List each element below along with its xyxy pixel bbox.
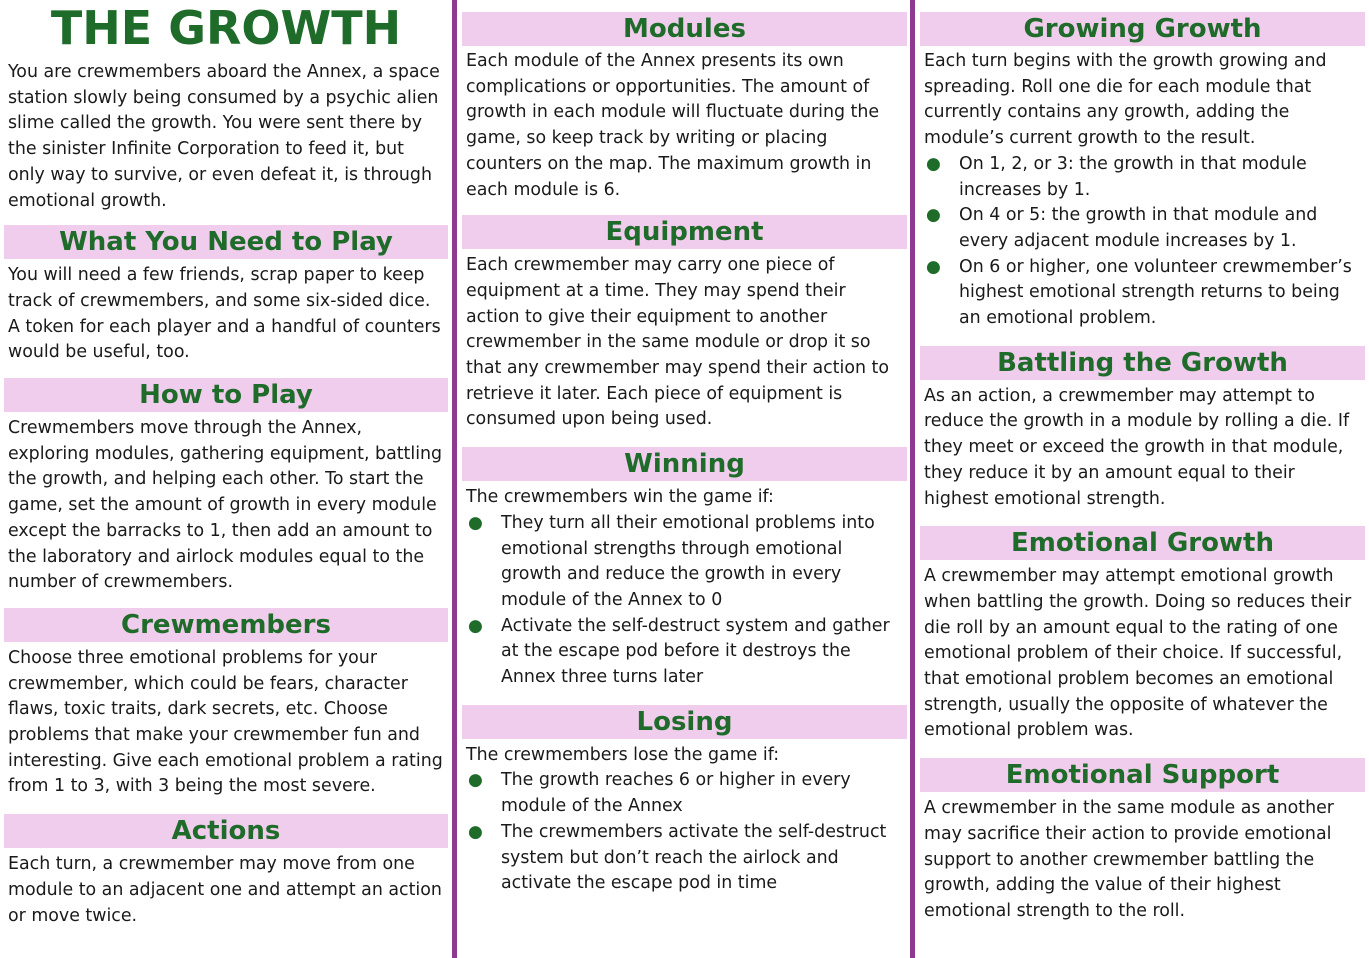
section-text-growing: Each turn begins with the growth growing and spreading. Roll one die for each module that currently contains any growth, adding the module’s current growth to the result. (924, 51, 1327, 149)
section-text-equipment: Each crewmember may carry one piece of equipment at a time. They may spend their action to give their equipment to another crewmember in the same module or drop it so that any crewmember may spend their action to retrieve it later. Each piece of equipment is consumed upon being used. (466, 255, 889, 430)
list-item: ● Activate the self-destruct system and gather at the escape pod before it destroys the Annex three turns later (468, 615, 890, 688)
list-item: ● On 6 or higher, one volunteer crewmember’s highest emotional strength returns to being an emotional problem. (926, 256, 1352, 329)
bullet-icon: ● (926, 153, 941, 174)
section-text-crew: Choose three emotional problems for your crewmember, which could be fears, character flaws, toxic traits, dark secrets, etc. Choose problems that make your crewmember fun and interesting. Give each emotional problem a rating from 1 to 3, with 3 being the most severe. (8, 647, 443, 797)
section-text-how: Crewmembers move through the Annex, exploring modules, gathering equipment, battling the growth, and helping each other. To start the game, set the amount of growth in every module except the barracks to 1, then add an amount to the laboratory and airlock modules equal to the number of crewmembers. (8, 418, 443, 593)
list-item: ● They turn all their emotional problems into emotional strengths through emotional growth and reduce the growth in every module of the Annex to 0 (468, 512, 875, 610)
bullet-icon: ● (468, 821, 483, 842)
bullet-icon: ● (468, 615, 483, 636)
column-2 (458, 0, 911, 958)
section-heading-winning: Winning (462, 447, 907, 481)
section-text-modules: Each module of the Annex presents its own complications or opportunities. The amount of growth in each module will fluctuate during the game, so keep track by writing or placing counters on the map. The maximum growth in each module is 6. (466, 51, 880, 200)
section-text-need: You will need a few friends, scrap paper to keep track of crewmembers, and some six-sided dice. A token for each player and a handful of counters would be useful, too. (8, 265, 441, 363)
section-text-emotional-growth: A crewmember may attempt emotional growth when battling the growth. Doing so reduces their die roll by an amount equal to the rating of one emotional problem of their choice. If successful, that emotional problem becomes an emotional strength, usually the opposite of whatever the emotional problem was. (924, 566, 1352, 741)
list-item: ● On 4 or 5: the growth in that module and every adjacent module increases by 1. (926, 205, 1318, 251)
section-heading-losing: Losing (462, 705, 907, 739)
list-item: ● On 1, 2, or 3: the growth in that module increases by 1. (926, 153, 1307, 200)
section-heading-actions: Actions (4, 814, 448, 848)
section-heading-how: How to Play (4, 378, 448, 412)
section-heading-crew: Crewmembers (4, 608, 448, 642)
bullet-icon: ● (468, 770, 483, 791)
section-heading-emotional-support: Emotional Support (920, 758, 1365, 792)
section-heading-need: What You Need to Play (4, 225, 448, 259)
section-text-winning: The crewmembers win the game if: (466, 487, 774, 508)
section-text-emotional-support: A crewmember in the same module as another may sacrifice their action to provide emotional support to another crewmember battling the growth, adding the value of their highest emotional strength to the roll. (924, 798, 1334, 921)
bullet-icon: ● (468, 512, 483, 533)
section-text-actions: Each turn, a crewmember may move from one module to an adjacent one and attempt an action or move twice. (8, 854, 442, 926)
list-item: ● The crewmembers activate the self-destruct system but don’t reach the airlock and activate the escape pod in time (468, 821, 887, 894)
list-item: ● The growth reaches 6 or higher in every module of the Annex (468, 770, 851, 817)
section-heading-growing: Growing Growth (920, 12, 1365, 46)
bullet-icon: ● (926, 256, 941, 277)
page-title: THE GROWTH (50, 1, 402, 55)
section-heading-battling: Battling the Growth (920, 346, 1365, 380)
section-heading-emotional-growth: Emotional Growth (920, 526, 1365, 560)
bullet-icon: ● (926, 205, 941, 226)
column-1 (0, 0, 452, 958)
section-text-losing: The crewmembers lose the game if: (466, 744, 780, 765)
section-text-battling: As an action, a crewmember may attempt to reduce the growth in a module by rolling a die. If they meet or exceed the growth in that module, they reduce it by an amount equal to their highest emotional strength. (924, 385, 1350, 509)
losing-list (462, 768, 907, 897)
section-heading-modules: Modules (462, 12, 907, 46)
winning-list (462, 511, 907, 691)
section-heading-equipment: Equipment (462, 215, 907, 249)
column-divider (452, 0, 457, 958)
intro-text: You are crewmembers aboard the Annex, a space station slowly being consumed by a psychic alien slime called the growth. You were sent there by the sinister Infinite Corporation to feed it, but only way to survive, or even defeat it, is through emotional growth. (8, 62, 440, 211)
growing-list (920, 152, 1365, 332)
column-3 (916, 0, 1369, 958)
